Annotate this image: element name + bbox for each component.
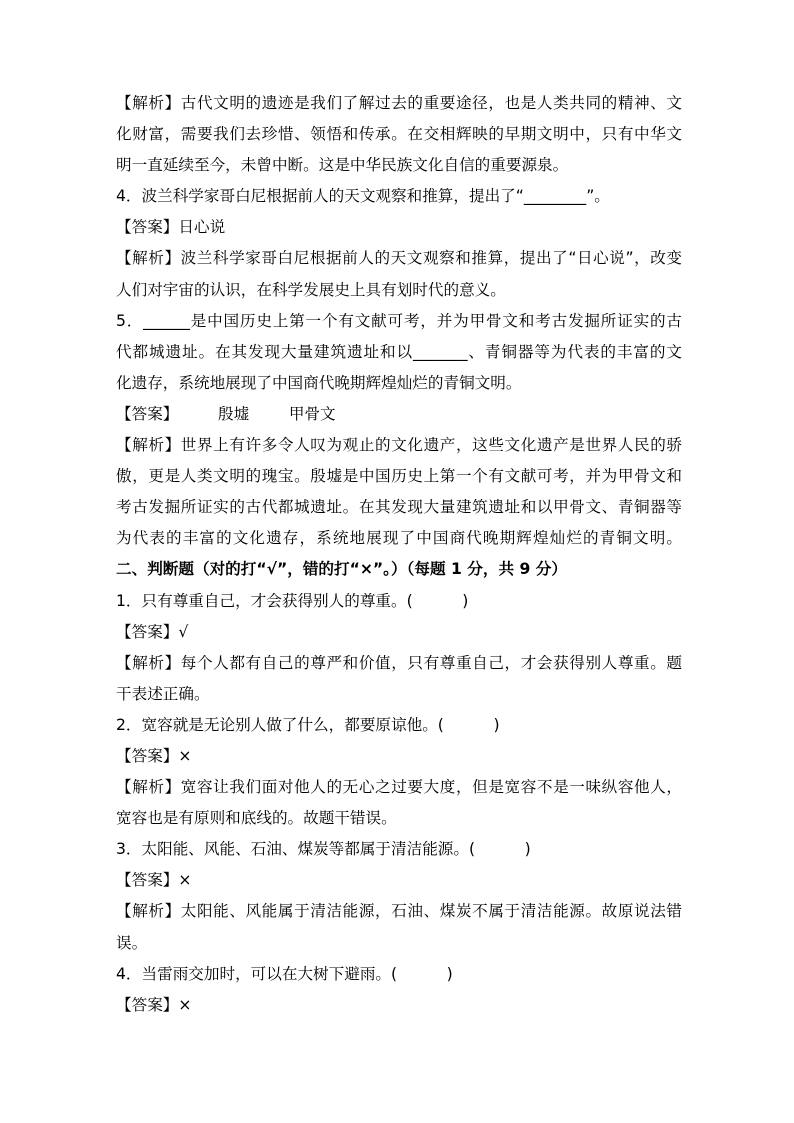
question-line: 2．宽容就是无论别人做了什么，都要原谅他。( ) [116,715,500,734]
text-line: 化财富，需要我们去珍惜、领悟和传承。在交相辉映的早期文明中，只有中华文 [116,125,682,144]
text-line: 干表述正确。 [116,684,210,703]
text-line: 明一直延续至今，未曾中断。这是中华民族文化自信的重要源泉。 [116,156,569,175]
text-line: 宽容也是有原则和底线的。故题干错误。 [116,809,397,828]
answer-line: 【答案】× [116,871,192,890]
text-line: 误。 [116,933,148,952]
text-line: 代都城遗址。在其发现大量建筑遗址和以_______、青铜器等为代表的丰富的文 [116,342,682,361]
answer-line: 【答案】日心说 [116,218,226,237]
text-line: 考古发掘所证实的古代都城遗址。在其发现大量建筑遗址和以甲骨文、青铜器等 [116,498,682,517]
section-heading: 二、判断题（对的打“√”，错的打“×”。）（每题 1 分，共 9 分） [116,560,567,579]
text-line: 为代表的丰富的文化遗存，系统地展现了中国商代晚期辉煌灿烂的青铜文明。 [116,529,682,548]
answer-line: 【答案】× [116,746,192,765]
text-line: 【解析】波兰科学家哥白尼根据前人的天文观察和推算，提出了“日心说”，改变 [116,249,682,268]
question-line: 3．太阳能、风能、石油、煤炭等都属于清洁能源。( ) [116,840,531,859]
answer-line: 【答案】× [116,995,192,1014]
text-line: 【解析】古代文明的遗迹是我们了解过去的重要途径，也是人类共同的精神、文 [116,94,682,112]
answer-line: 【答案】√ [116,622,189,641]
document-page [116,88,682,1021]
question-line: 4．当雷雨交加时，可以在大树下避雨。( ) [116,964,453,983]
text-line: 【解析】宽容让我们面对他人的无心之过要大度，但是宽容不是一味纵容他人， [116,778,682,797]
text-line: 【解析】世界上有许多令人叹为观止的文化遗产，这些文化遗产是世界人民的骄 [116,436,682,455]
answer-line: 【答案】 殷墟 甲骨文 [116,404,336,423]
question-line: 5．______是中国历史上第一个有文献可考，并为甲骨文和考古发掘所证实的古 [116,311,682,330]
text-line: 【解析】太阳能、风能属于清洁能源，石油、煤炭不属于清洁能源。故原说法错 [116,902,682,921]
question-line: 4．波兰科学家哥白尼根据前人的天文观察和推算，提出了“________”。 [116,187,610,206]
text-line: 人们对宇宙的认识，在科学发展史上具有划时代的意义。 [116,280,506,299]
text-line: 傲，更是人类文明的瑰宝。殷墟是中国历史上第一个有文献可考，并为甲骨文和 [116,467,682,486]
text-line: 化遗存，系统地展现了中国商代晚期辉煌灿烂的青铜文明。 [116,373,522,392]
question-line: 1．只有尊重自己，才会获得别人的尊重。( ) [116,591,469,610]
text-line: 【解析】每个人都有自己的尊严和价值，只有尊重自己，才会获得别人尊重。题 [116,653,682,672]
